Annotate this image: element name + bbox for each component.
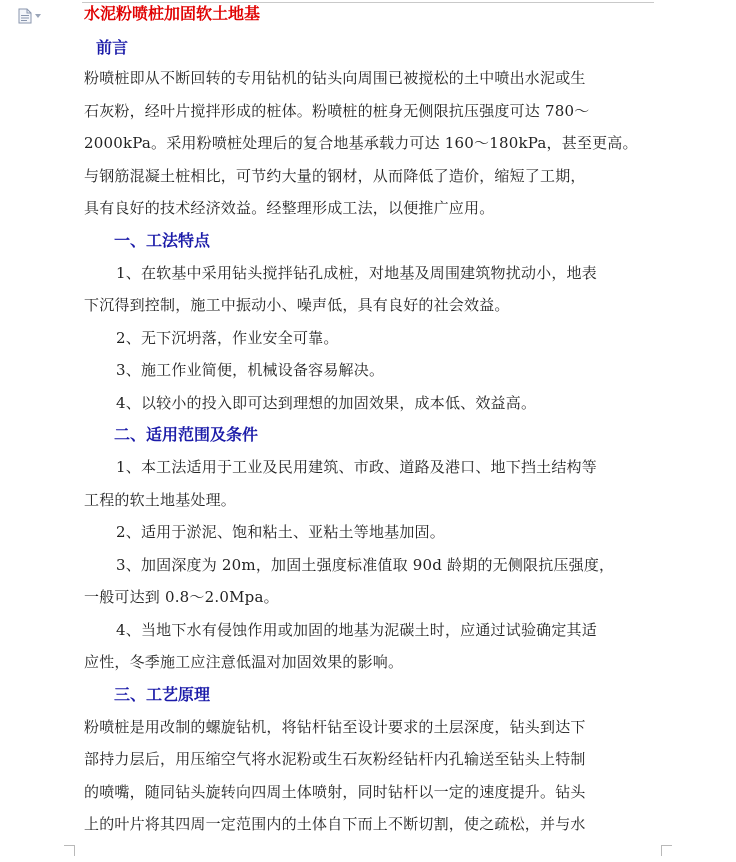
text-line: 3、加固深度为 20m，加固土强度标准值取 90d 龄期的无侧限抗压强度， xyxy=(116,555,615,574)
list-item xyxy=(84,516,644,549)
list-item xyxy=(84,257,644,322)
list-item xyxy=(84,322,644,355)
text-line: 4、当地下水有侵蚀作用或加固的地基为泥碳土时，应通过试验确定其适 xyxy=(116,620,597,639)
text-line: 粉喷桩是用改制的螺旋钻机，将钻杆钻至设计要求的土层深度，钻头到达下 xyxy=(84,717,586,736)
document-icon xyxy=(18,8,32,24)
text-line: 下沉得到控制，施工中振动小、噪声低，具有良好的社会效益。 xyxy=(84,296,510,314)
list-item xyxy=(84,614,644,679)
list-item xyxy=(84,387,644,420)
text-line: 2、无下沉坍落，作业安全可靠。 xyxy=(116,328,339,347)
section-heading-principle: 三、工艺原理 xyxy=(114,684,211,704)
document-body xyxy=(84,0,644,841)
preface-heading: 前言 xyxy=(96,38,129,57)
text-line: 3、施工作业简便，机械设备容易解决。 xyxy=(116,361,385,379)
text-line: 应性，冬季施工应注意低温对加固效果的影响。 xyxy=(84,653,404,671)
text-line: 2000kPa。采用粉喷桩处理后的复合地基承载力可达 160～180kPa，甚至更高。 xyxy=(84,134,638,152)
text-line: 的喷嘴，随同钻头旋转向四周土体喷射，同时钻杆以一定的速度提升。钻头 xyxy=(84,782,586,801)
text-line: 1、在软基中采用钻头搅拌钻孔成桩，对地基及周围建筑物扰动小，地表 xyxy=(116,263,597,282)
text-line: 4、以较小的投入即可达到理想的加固效果，成本低、效益高。 xyxy=(116,393,537,412)
chevron-down-icon xyxy=(35,14,41,18)
text-line: 2、适用于淤泥、饱和粘土、亚粘土等地基加固。 xyxy=(116,523,445,541)
text-line: 与钢筋混凝土桩相比，可节约大量的钢材，从而降低了造价，缩短了工期， xyxy=(84,166,586,185)
text-line: 上的叶片将其四周一定范围内的土体自下而上不断切割，使之疏松，并与水 xyxy=(84,815,586,833)
list-item xyxy=(84,549,644,614)
principle-paragraph xyxy=(84,711,644,841)
section-heading-scope: 二、适用范围及条件 xyxy=(114,425,259,444)
section-heading-features: 一、工法特点 xyxy=(114,230,211,250)
text-line: 具有良好的技术经济效益。经整理形成工法，以便推广应用。 xyxy=(84,199,495,217)
page-corner-mark-left xyxy=(64,845,75,856)
text-line: 部持力层后，用压缩空气将水泥粉或生石灰粉经钻杆内孔输送至钻头上特制 xyxy=(84,750,586,768)
document-outline-toggle[interactable] xyxy=(18,8,50,24)
preface-paragraph xyxy=(84,62,644,225)
text-line: 石灰粉，经叶片搅拌形成的桩体。粉喷桩的桩身无侧限抗压强度可达 780～ xyxy=(84,101,590,120)
text-line: 1、本工法适用于工业及民用建筑、市政、道路及港口、地下挡土结构等 xyxy=(116,458,597,476)
text-line: 粉喷桩即从不断回转的专用钻机的钻头向周围已被搅松的土中喷出水泥或生 xyxy=(84,69,586,87)
document-title: 水泥粉喷桩加固软土地基 xyxy=(84,4,261,23)
list-item xyxy=(84,451,644,516)
text-line: 一般可达到 0.8～2.0Mpa。 xyxy=(84,588,279,606)
page-corner-mark-right xyxy=(661,845,672,856)
text-line: 工程的软土地基处理。 xyxy=(84,490,237,509)
list-item xyxy=(84,354,644,387)
